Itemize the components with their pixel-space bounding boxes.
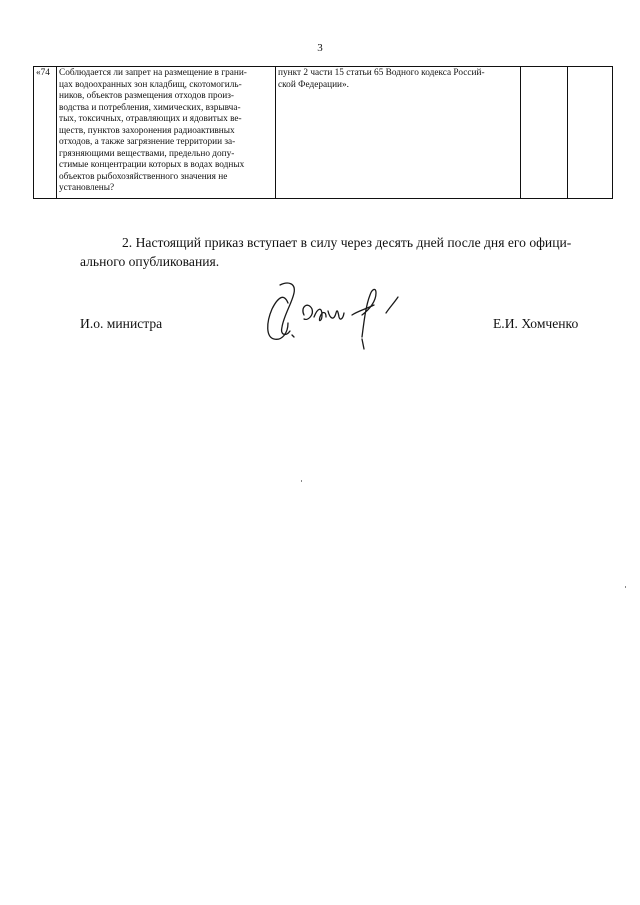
question-line: Соблюдается ли запрет на размещение в грани- [59,68,247,78]
question-cell [57,67,276,199]
question-line: ников, объектов размещения отходов произ- [59,91,234,101]
order-paragraph [80,233,615,271]
order-paragraph-line: 2. Настоящий приказ вступает в силу через десять дней после дня его офици- [122,235,572,250]
question-line: цах водоохранных зон кладбищ, скотомогиль- [59,79,242,90]
signer-title: И.о. министра [80,316,163,331]
scan-speck [301,480,302,482]
answer-cell-no [568,67,613,199]
reference-line: ской Федерации». [278,79,349,90]
question-line: тых, токсичных, отравляющих и ядовитых ве- [59,114,242,124]
signer-name: Е.И. Хомченко [493,316,579,331]
question-line: отходов, а также загрязнение территории за- [59,137,236,147]
handwritten-signature [258,275,408,355]
reference-line: пункт 2 части 15 статьи 65 Водного кодекса Россий- [278,68,485,78]
page-number: 3 [317,42,323,54]
question-line: объектов рыбохозяйственного значения не [59,171,228,182]
table-row [34,67,613,199]
row-number-cell: «74 [34,67,57,199]
question-line: водства и потребления, химических, взрывча- [59,102,241,113]
checklist-table [33,66,613,199]
scan-speck [625,586,626,588]
answer-cell-yes [521,67,568,199]
question-line: грязняющими веществами, предельно допу- [59,148,235,159]
legal-reference-cell [276,67,521,199]
question-line: установлены? [59,183,115,193]
question-line: стимые концентрации которых в водах водных [59,160,245,170]
question-line: ществ, пунктов захоронения радиоактивных [59,125,235,136]
order-paragraph-line: ального опубликования. [80,254,220,269]
